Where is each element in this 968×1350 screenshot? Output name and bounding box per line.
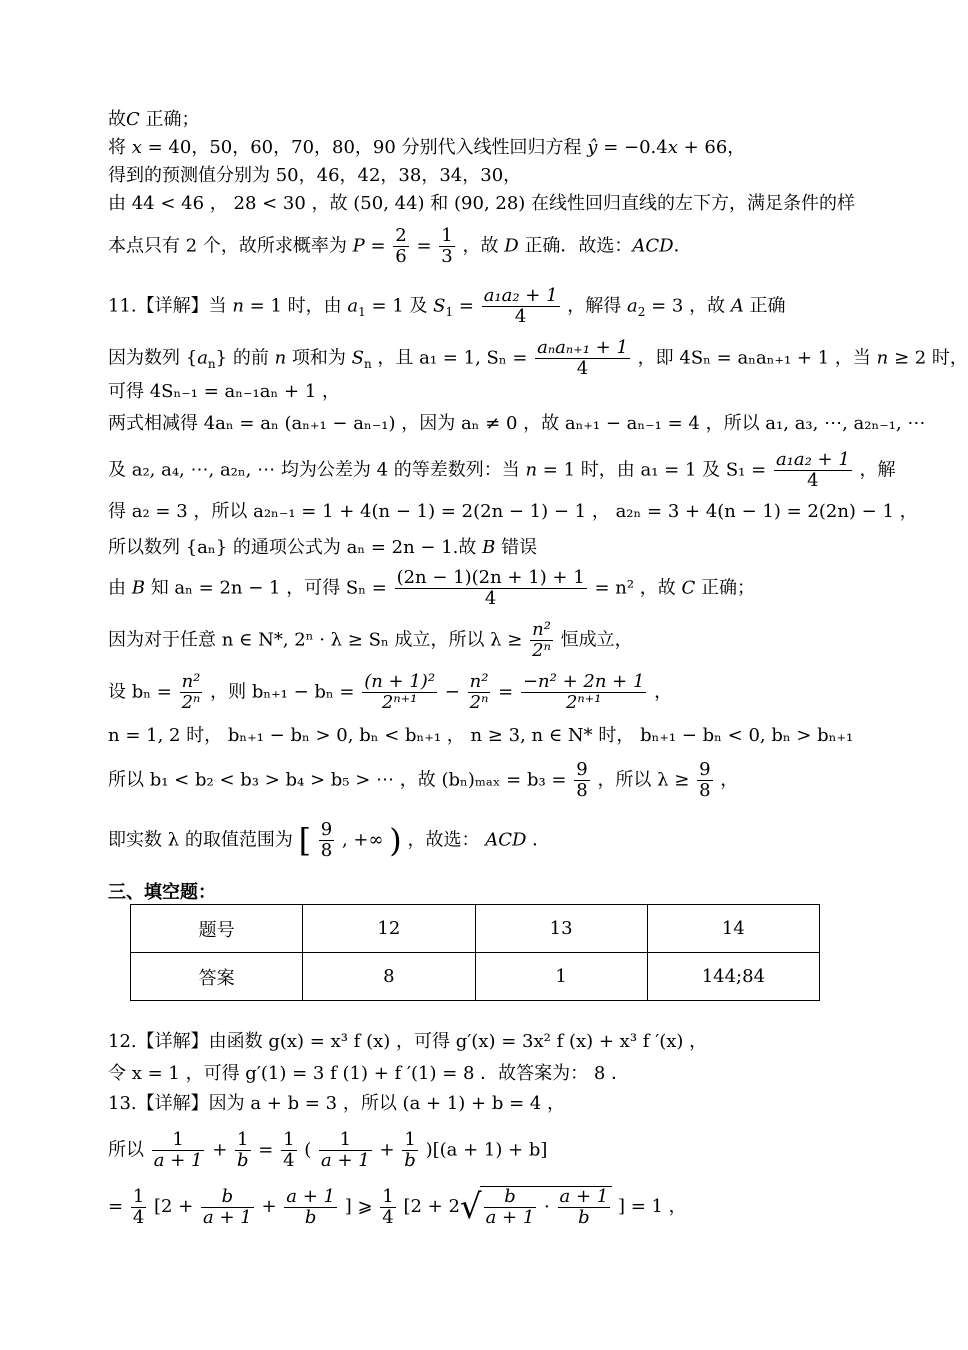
text-line: 可得 4Sₙ₋₁ = aₙ₋₁aₙ + 1 ， xyxy=(108,381,340,402)
text-line: 及 a₂, a₄, ⋯, a₂ₙ, ⋯ 均为公差为 4 的等差数列：当 n = 1 时，由 a₁ = 1 及 S₁ = $\frac{\text{a₁a₂ + 1}}{4}$ ，解 xyxy=(108,449,896,491)
table-cell: 1 xyxy=(475,953,647,1001)
text-line: 因为对于任意 n ∈ N*, 2ⁿ · λ ≥ Sₙ 成立，所以 λ ≥ $\frac{\text{n²}}{\text{2ⁿ}}$ 恒成立， xyxy=(108,619,633,661)
text-line: n = 1, 2 时， bₙ₊₁ − bₙ > 0, bₙ < bₙ₊₁ ， n ≥ 3, n ∈ N* 时， bₙ₊₁ − bₙ < 0, bₙ > bₙ₊₁ xyxy=(108,725,854,746)
radical-sign: √ xyxy=(459,1187,482,1227)
text-line: 得 a₂ = 3 ，所以 a₂ₙ₋₁ = 1 + 4(n − 1) = 2(2n − 1) − 1 ， a₂ₙ = 3 + 4(n − 1) = 2(2n) − 1 ， xyxy=(108,501,918,522)
fraction: $\frac{b}{a + 1}$ xyxy=(485,1186,535,1228)
fraction: $\frac{\text{a₁a₂ + 1}}{4}$ xyxy=(483,285,558,327)
fraction: $\frac{9}{8}$ xyxy=(699,759,711,801)
fraction: $\frac{\text{a₁a₂ + 1}}{4}$ xyxy=(775,449,850,491)
text-line: 所以 b₁ < b₂ < b₃ > b₄ > b₅ > ⋯ ，故 (bₙ)ₘₐₓ = b₃ = $\frac{9}{8}$ ，所以 λ ≥ $\frac{9}{8}$ ， xyxy=(108,759,739,801)
table-cell: 14 xyxy=(647,905,819,953)
radicand: $\frac{b}{a + 1}$ · $\frac{a + 1}{b}$ xyxy=(480,1186,613,1228)
text-line: 所以数列 {aₙ} 的通项公式为 aₙ = 2n − 1.故 B 错误 xyxy=(108,537,538,558)
text-line: 11.【详解】当 n = 1 时，由 $a_1 = 1$ 及 $S_1$ = $\frac{\text{a₁a₂ + 1}}{4}$ ，解得 $a_2 = 3$ ，故 A 正确 xyxy=(108,285,786,327)
text-line: 设 bₙ = $\frac{\text{n²}}{\text{2ⁿ}}$ ，则 bₙ₊₁ − bₙ = $\frac{\text{(n + 1)²}}{\text{2ⁿ⁺¹}}$ − $\frac{\text{n²}}{\text{2ⁿ}}$ = $\frac{\text{−n² + 2n + 1}}{\text{2ⁿ⁺¹}}$ ， xyxy=(108,671,673,713)
text-line: 得到的预测值分别为 50，46，42，38，34，30， xyxy=(108,165,522,186)
fraction: $\frac{1}{4}$ xyxy=(132,1185,145,1228)
fraction: $\frac{1}{4}$ xyxy=(382,1185,394,1228)
text-line: 所以 $\frac{1}{a + 1}$ + $\frac{1}{b}$ = $\frac{1}{4}$ ( $\frac{1}{a + 1}$ + $\frac{1}{b}$ )[(a + 1) + b] xyxy=(108,1129,548,1171)
fraction: $\frac{1}{3}$ xyxy=(441,225,453,267)
fraction: $\frac{a + 1}{b}$ xyxy=(286,1185,335,1228)
text-line: 将 x = 40，50，60，70，80，90 分别代入线性回归方程 ŷ = −0.4x + 66， xyxy=(108,137,746,158)
text-line: 本点只有 2 个，故所求概率为 P = $\frac{2}{6}$ = $\frac{1}{3}$ ，故 D 正确．故选：ACD． xyxy=(108,225,692,267)
text-line: 即实数 λ 的取值范围为 [ $\frac{9}{8}$ , +∞ ) ，故选： ACD ． xyxy=(108,819,551,861)
table-row xyxy=(131,953,820,1001)
fraction: $\frac{1}{b}$ xyxy=(237,1129,249,1171)
text-line: 令 x = 1 ，可得 g′(1) = 3 f (1) + f ′(1) = 8 ．故答案为： 8 ． xyxy=(108,1063,630,1084)
fraction: $\frac{1}{a + 1}$ xyxy=(153,1129,203,1171)
text-line: 两式相减得 4aₙ = aₙ (aₙ₊₁ − aₙ₋₁) ，因为 aₙ ≠ 0 ，故 aₙ₊₁ − aₙ₋₁ = 4 ，所以 a₁, a₃, ⋯, a₂ₙ₋₁, ⋯ xyxy=(108,413,926,434)
text-line: 12.【详解】由函数 g(x) = x³ f (x) ，可得 g′(x) = 3x² f (x) + x³ f ′(x) ， xyxy=(108,1031,708,1052)
table-cell: 144;84 xyxy=(647,953,819,1001)
fraction: $\frac{9}{8}$ xyxy=(576,759,588,801)
fraction: $\frac{1}{b}$ xyxy=(404,1129,416,1171)
text-line: 由 B 知 aₙ = 2n − 1 ，可得 Sₙ = $\frac{(2n - 1)(2n + 1) + 1}{4}$ = n² ，故 C 正确； xyxy=(108,567,756,609)
fraction: $\frac{1}{4}$ xyxy=(283,1129,295,1171)
table-cell: 8 xyxy=(303,953,475,1001)
text-line: 由 44 < 46 ， 28 < 30 ，故 (50, 44) 和 (90, 28) 在线性回归直线的左下方，满足条件的样 xyxy=(108,193,856,214)
fraction: $\frac{\text{n²}}{\text{2ⁿ}}$ xyxy=(469,671,489,713)
table-row xyxy=(131,905,820,953)
fraction: $\frac{a + 1}{b}$ xyxy=(559,1186,609,1228)
fraction: $\frac{\text{n²}}{\text{2ⁿ}}$ xyxy=(532,619,551,661)
table-cell: 12 xyxy=(303,905,475,953)
fraction: $\frac{\text{aₙaₙ₊₁ + 1}}{4}$ xyxy=(537,337,628,379)
fraction: $\frac{9}{8}$ xyxy=(320,819,333,861)
text-line: 13.【详解】因为 a + b = 3 ，所以 (a + 1) + b = 4 ， xyxy=(108,1093,566,1114)
fraction: $\frac{\text{(n + 1)²}}{\text{2ⁿ⁺¹}}$ xyxy=(364,671,436,713)
table-cell: 题号 xyxy=(131,905,303,953)
text-line: 因为数列 $\{a_n\}$ 的前 n 项和为 $S_n$ ，且 a₁ = 1, Sₙ = $\frac{\text{aₙaₙ₊₁ + 1}}{4}$ ，即 4Sₙ = aₙaₙ₊₁ + 1 ，当 n ≥ 2 时， xyxy=(108,337,968,379)
answer-table xyxy=(130,904,820,1001)
section-heading: 三、填空题： xyxy=(108,882,216,903)
fraction: $\frac{\text{−n² + 2n + 1}}{\text{2ⁿ⁺¹}}$ xyxy=(522,671,645,713)
fraction: $\frac{1}{a + 1}$ xyxy=(321,1129,370,1171)
table-cell: 答案 xyxy=(131,953,303,1001)
text-line: 故C 正确； xyxy=(108,109,200,130)
text-line: = $\frac{1}{4}$ [2 + $\frac{b}{a + 1}$ + $\frac{a + 1}{b}$ ] ⩾ $\frac{1}{4}$ [2 + 2√ $\frac{b}{a + 1}$ · $\frac{a + 1}{b}$ ] = 1 ， xyxy=(108,1185,687,1228)
fraction: $\frac{b}{a + 1}$ xyxy=(203,1185,252,1228)
table-cell: 13 xyxy=(475,905,647,953)
fraction: $\frac{(2n - 1)(2n + 1) + 1}{4}$ xyxy=(396,567,585,609)
fraction: $\frac{\text{n²}}{\text{2ⁿ}}$ xyxy=(181,671,201,713)
fraction: $\frac{2}{6}$ xyxy=(395,225,407,267)
